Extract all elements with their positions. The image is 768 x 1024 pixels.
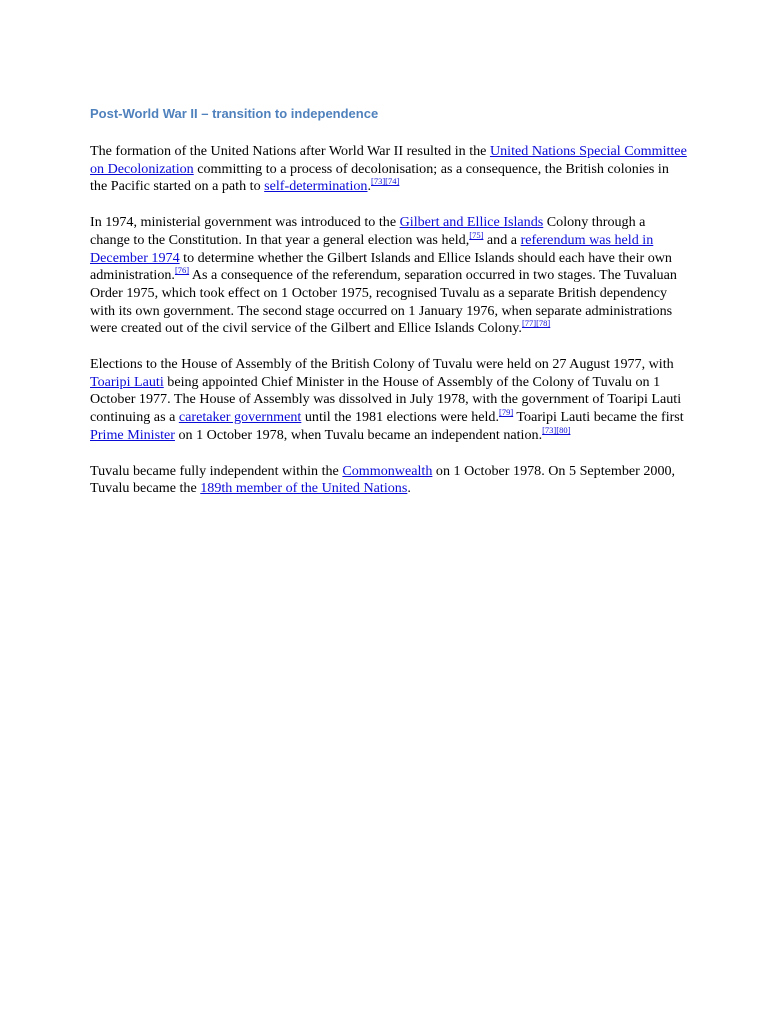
paragraph-ministerial-government [90, 214, 688, 338]
link-referendum-1974[interactable]: referendum was held in December 1974 [90, 231, 654, 266]
section-heading: Post-World War II – transition to independence [90, 106, 379, 121]
citation-73-74[interactable]: [73][74] [371, 176, 400, 187]
document-page [90, 104, 688, 516]
citation-73-80[interactable]: [73][80] [542, 424, 571, 435]
text: until the 1981 elections were held. [301, 409, 499, 426]
paragraph-un-decolonization [90, 143, 688, 196]
text: Colony through a change to the Constitution. In that year a general election was held, [90, 214, 646, 248]
text: As a consequence of the referendum, separation occurred in two stages. The Tuvaluan Order 1975, which took effect on 1 October 1975, recognised Tuvalu as a separate British dependency with its own government. The second stage occurred on 1 January 1976, when separate administrations were created out of the civil service of the Gilbert and Ellice Islands Colony. [90, 267, 677, 337]
text: on 1 October 1978, when Tuvalu became an independent nation. [174, 426, 543, 443]
citation-75[interactable]: [75] [469, 229, 484, 240]
text: . [367, 178, 372, 195]
text: to determine whether the Gilbert Islands and Ellice Islands should each have their own administration. [90, 249, 672, 284]
citation-77-78[interactable]: [77][78] [521, 318, 551, 329]
text: . [407, 480, 411, 497]
text: The formation of the United Nations after World War II resulted in the [90, 143, 490, 159]
link-un-special-committee[interactable]: United Nations Special Committee on Decolonization [90, 143, 687, 177]
link-gilbert-ellice-islands[interactable]: Gilbert and Ellice Islands [399, 214, 544, 231]
link-prime-minister[interactable]: Prime Minister [90, 426, 175, 443]
link-commonwealth[interactable]: Commonwealth [342, 462, 433, 479]
citation-79[interactable]: [79] [498, 407, 514, 418]
paragraph-independence [90, 463, 688, 498]
text: and a [483, 231, 521, 248]
text: Tuvalu became fully independent within the [90, 462, 343, 479]
text: In 1974, ministerial government was introduced to the [90, 214, 400, 231]
text: Elections to the House of Assembly of the British Colony of Tuvalu were held on 27 August 1977, with [90, 356, 674, 373]
link-189th-member-un[interactable]: 189th member of the United Nations [200, 480, 408, 497]
text: on 1 October 1978. On 5 September 2000, Tuvalu became the [90, 462, 676, 497]
paragraph-house-of-assembly [90, 356, 688, 445]
link-caretaker-government[interactable]: caretaker government [178, 409, 302, 426]
text: Toaripi Lauti became the first [513, 409, 684, 426]
link-toaripi-lauti[interactable]: Toaripi Lauti [90, 373, 164, 390]
citation-76[interactable]: [76] [174, 265, 190, 276]
text: being appointed Chief Minister in the House of Assembly of the Colony of Tuvalu on 1 October 1977. The House of Assembly was dissolved in July 1978, with the government of Toaripi Lauti continuing as a [90, 373, 682, 426]
link-self-determination[interactable]: self-determination [264, 178, 368, 195]
text: committing to a process of decolonisation; as a consequence, the British colonies in the Pacific started on a path to [90, 160, 669, 195]
